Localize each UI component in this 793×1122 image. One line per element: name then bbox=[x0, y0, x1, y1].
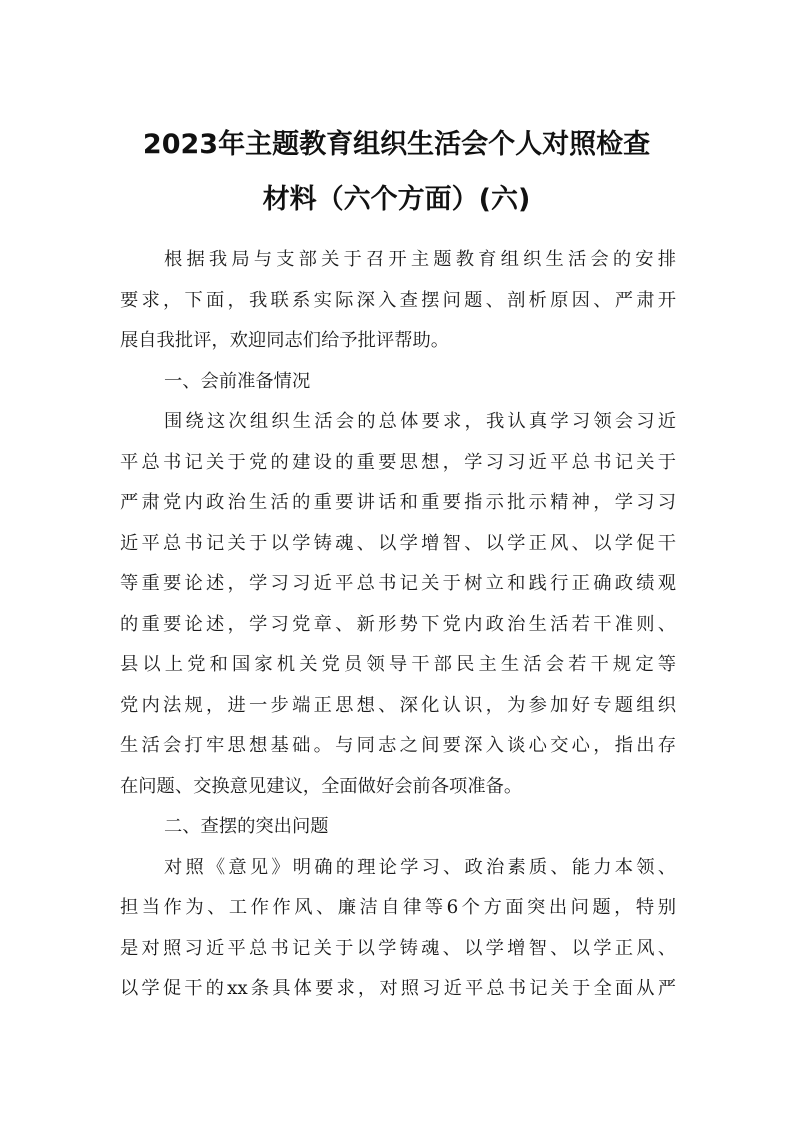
body-line: 近平总书记关于以学铸魂、以学增智、以学正风、以学促干 bbox=[120, 532, 676, 554]
body-line: 对照《意见》明确的理论学习、政治素质、能力本领、 bbox=[164, 856, 676, 878]
body-line: 展自我批评，欢迎同志们给予批评帮助。 bbox=[120, 330, 450, 351]
body-line: 的重要论述，学习党章、新形势下党内政治生活若干准则、 bbox=[120, 613, 676, 635]
document-title-line-1: 2023年主题教育组织生活会个人对照检查 bbox=[142, 129, 651, 160]
body-line: 是对照习近平总书记关于以学铸魂、以学增智、以学正风、 bbox=[120, 937, 676, 959]
body-line: 等重要论述，学习习近平总书记关于树立和践行正确政绩观 bbox=[120, 573, 676, 594]
body-line: 平总书记关于党的建设的重要思想，学习习近平总书记关于 bbox=[120, 451, 676, 473]
body-line: 在问题、交换意见建议，全面做好会前各项准备。 bbox=[120, 775, 523, 797]
body-line: 一、会前准备情况 bbox=[164, 370, 311, 392]
body-line: 以学促干的xx条具体要求，对照习近平总书记关于全面从严 bbox=[120, 978, 676, 999]
body-line: 县以上党和国家机关党员领导干部民主生活会若干规定等 bbox=[120, 654, 676, 675]
body-line: 担当作为、工作作风、廉洁自律等6个方面突出问题，特别 bbox=[120, 897, 676, 918]
body-line: 根据我局与支部关于召开主题教育组织生活会的安排 bbox=[164, 249, 676, 270]
body-line: 要求，下面，我联系实际深入查摆问题、剖析原因、严肃开 bbox=[120, 289, 676, 311]
body-line: 严肃党内政治生活的重要讲话和重要指示批示精神，学习习 bbox=[120, 492, 676, 513]
body-line: 二、查摆的突出问题 bbox=[164, 816, 329, 837]
body-line: 生活会打牢思想基础。与同志之间要深入谈心交心，指出存 bbox=[120, 735, 676, 756]
body-line: 党内法规，进一步端正思想、深化认识，为参加好专题组织 bbox=[120, 694, 676, 716]
body-line: 围绕这次组织生活会的总体要求，我认真学习领会习近 bbox=[164, 411, 676, 432]
document-title-line-2: 材料（六个方面）(六) bbox=[262, 184, 531, 215]
document-body bbox=[120, 240, 676, 1010]
